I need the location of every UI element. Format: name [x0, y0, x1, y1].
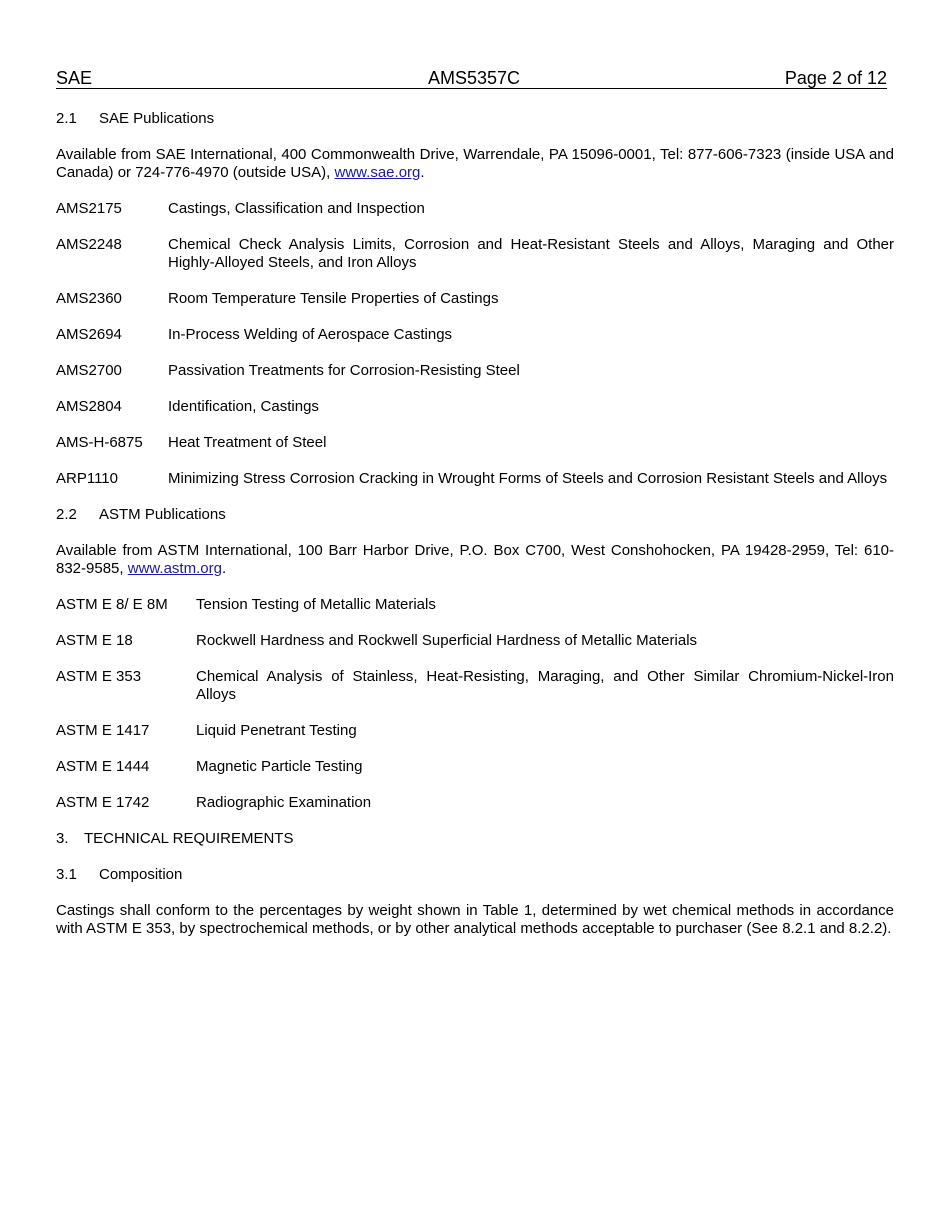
section-title: Composition [99, 866, 183, 883]
reference-item [56, 722, 894, 740]
reference-title: Castings, Classification and Inspection [168, 200, 425, 217]
header-page-number: Page 2 of 12 [784, 68, 887, 88]
reference-title: Rockwell Hardness and Rockwell Superficial Hardness of Metallic Materials [196, 632, 698, 649]
astm-website-link[interactable]: www.astm.org [127, 560, 222, 577]
header-org: SAE [56, 68, 93, 88]
section-heading-3-1 [56, 866, 894, 884]
reference-code: AMS2360 [56, 290, 122, 307]
sae-availability-paragraph [56, 146, 894, 182]
section-heading-2-1 [56, 110, 894, 128]
section-number: 3. [56, 830, 69, 847]
reference-title: Minimizing Stress Corrosion Cracking in Wrought Forms of Steels and Corrosion Resistant Steels and Alloys [168, 470, 888, 487]
availability-text: Available from SAE International, 400 Commonwealth Drive, Warrendale, PA 15096-0001, Tel: 877-606-7323 (inside USA and Canada) or 724-776-4970 (outside USA), [56, 146, 894, 181]
page-header [56, 68, 887, 89]
reference-item [56, 632, 894, 650]
reference-code: AMS2804 [56, 398, 122, 415]
reference-code: ARP1110 [56, 470, 118, 487]
sentence-end: . [221, 560, 227, 577]
reference-title: Liquid Penetrant Testing [196, 722, 357, 739]
reference-code: AMS2175 [56, 200, 122, 217]
reference-item [56, 794, 894, 812]
reference-item [56, 398, 894, 416]
reference-title: In-Process Welding of Aerospace Castings [168, 326, 453, 343]
reference-code: ASTM E 1742 [56, 794, 150, 811]
reference-item [56, 326, 894, 344]
reference-item [56, 434, 894, 452]
reference-code: AMS2700 [56, 362, 122, 379]
reference-title: Identification, Castings [168, 398, 319, 415]
reference-code: ASTM E 8/ E 8M [56, 596, 168, 613]
section-title: ASTM Publications [99, 506, 226, 523]
section-number: 3.1 [56, 866, 77, 883]
reference-title: Passivation Treatments for Corrosion-Resisting Steel [168, 362, 520, 379]
header-doc-number: AMS5357C [428, 68, 521, 88]
reference-title: Chemical Analysis of Stainless, Heat-Resisting, Maraging, and Other Similar Chromium-Nickel-Iron Alloys [196, 668, 894, 703]
reference-item [56, 200, 894, 218]
reference-code: AMS2694 [56, 326, 122, 343]
section-title: TECHNICAL REQUIREMENTS [84, 830, 294, 847]
section-heading-2-2 [56, 506, 894, 524]
availability-text: Available from ASTM International, 100 Barr Harbor Drive, P.O. Box C700, West Conshohocken, PA 19428-2959, Tel: 610-832-9585, [56, 542, 894, 577]
reference-title: Tension Testing of Metallic Materials [196, 596, 436, 613]
reference-title: Room Temperature Tensile Properties of Castings [168, 290, 499, 307]
reference-item [56, 362, 894, 380]
reference-code: ASTM E 1444 [56, 758, 150, 775]
reference-item [56, 668, 894, 704]
reference-code: ASTM E 1417 [56, 722, 150, 739]
reference-code: AMS-H-6875 [56, 434, 143, 451]
sae-website-link[interactable]: www.sae.org [334, 164, 421, 181]
reference-title: Radiographic Examination [196, 794, 372, 811]
astm-availability-paragraph [56, 542, 894, 578]
reference-code: AMS2248 [56, 236, 122, 253]
reference-title: Chemical Check Analysis Limits, Corrosion and Heat-Resistant Steels and Alloys, Maraging and Other Highly-Alloyed Steels, and Iron Alloys [168, 236, 894, 271]
section-number: 2.1 [56, 110, 77, 127]
reference-title: Heat Treatment of Steel [168, 434, 327, 451]
reference-code: ASTM E 18 [56, 632, 133, 649]
reference-item [56, 290, 894, 308]
sentence-end: . [420, 164, 425, 181]
reference-item [56, 758, 894, 776]
reference-code: ASTM E 353 [56, 668, 142, 685]
reference-item [56, 470, 894, 488]
section-title: SAE Publications [99, 110, 215, 127]
reference-title: Magnetic Particle Testing [196, 758, 363, 775]
page-content [56, 110, 894, 938]
reference-item [56, 236, 894, 272]
reference-item [56, 596, 894, 614]
section-heading-3 [56, 830, 894, 848]
composition-paragraph: Castings shall conform to the percentages by weight shown in Table 1, determined by wet chemical methods in accordance with ASTM E 353, by spectrochemical methods, or by other analytical methods acceptable to purchaser (See 8.2.1 and 8.2.2). [56, 902, 894, 937]
section-number: 2.2 [56, 506, 77, 523]
